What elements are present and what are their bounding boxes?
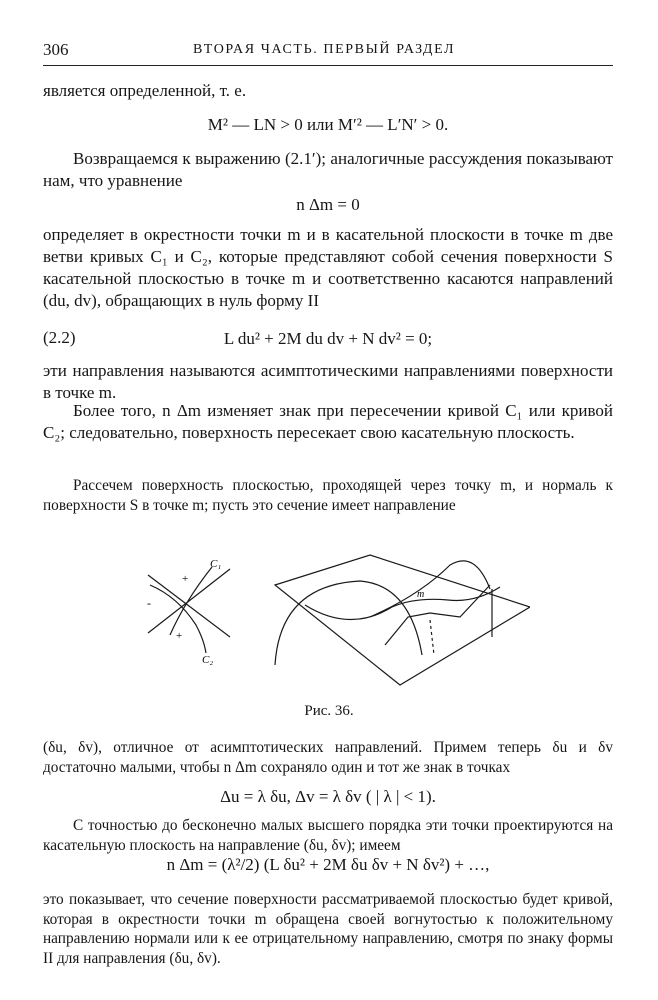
page-number: 306 (43, 40, 69, 59)
hidden-line (430, 620, 434, 655)
paragraph-9: это показывает, что сечение поверхности рассматриваемой плоскостью будет кривой, которая в окрестности точки m обращена своей вогнутостью к положительному направлению нормали или к ее отрицательному направлению, смотря по знаку формы II для направления (δu, δv). (43, 891, 613, 967)
paragraph-4: эти направления называются асимптотическими направлениями поверхности в точке m. (43, 361, 613, 402)
equation-3: L du² + 2M du dv + N dv² = 0; (223, 329, 433, 348)
label-plus-top: + (182, 573, 189, 585)
header-rule (43, 65, 613, 66)
equation-1: M² — LN > 0 или M′² — L′N′ > 0. (207, 115, 449, 134)
surface-back-arc (370, 561, 490, 617)
paragraph-3: определяет в окрестности точки m и в касательной плоскости в точке m две ветви кривых C₁ и C₂, которые представляют собой сечения поверхности S касательной плоскостью в точке m и соответственно касаются направлений (du, dv), обращающих в нуль форму II (43, 225, 613, 310)
left-tangent-line-2 (148, 569, 230, 633)
surface-inner-edge (385, 585, 490, 645)
figure-caption: Рис. 36. (304, 703, 354, 719)
paragraph-1: является определенной, т. е. (43, 81, 247, 100)
paragraph-6: Рассечем поверхность плоскостью, проходящей через точку m, и нормаль к поверхности S в точке m; пусть это сечение имеет направление (43, 477, 613, 514)
running-title: ВТОРАЯ ЧАСТЬ. ПЕРВЫЙ РАЗДЕЛ (193, 42, 456, 57)
paragraph-5: Более того, n Δm изменяет знак при пересечении кривой C₁ или кривой C₂; следовательно, поверхность пересекает свою касательную плоскость. (43, 401, 613, 442)
equation-2: n Δm = 0 (296, 195, 360, 214)
surface-section-curve (305, 587, 500, 620)
paragraph-8: С точностью до бесконечно малых высшего порядка эти точки проектируются на касательную плоскость на направление (δu, δv); имеем (43, 817, 613, 854)
equation-5: n Δm = (λ²/2) (L δu² + 2M δu δv + N δv²) + …, (166, 855, 490, 874)
label-c2: C₂ (202, 654, 214, 666)
label-minus: - (147, 596, 151, 610)
label-c1: C₁ (210, 558, 222, 570)
equation-4: Δu = λ δu, Δv = λ δv ( | λ | < 1). (220, 787, 436, 806)
equation-3-number: (2.2) (43, 328, 76, 347)
paragraph-7: (δu, δv), отличное от асимптотических направлений. Примем теперь δu и δv достаточно малыми, чтобы n Δm сохраняло один и тот же знак в точках (43, 739, 613, 776)
label-m: m (417, 589, 425, 600)
surface-front-arc (275, 581, 425, 665)
paragraph-2: Возвращаемся к выражению (2.1′); аналогичные рассуждения показывают нам, что уравнение (43, 149, 613, 190)
left-tangent-line-1 (148, 575, 230, 637)
page-header (43, 40, 613, 62)
figure-36-drawing (130, 545, 530, 695)
figure-36 (130, 545, 530, 695)
label-plus-bottom: + (176, 630, 183, 642)
